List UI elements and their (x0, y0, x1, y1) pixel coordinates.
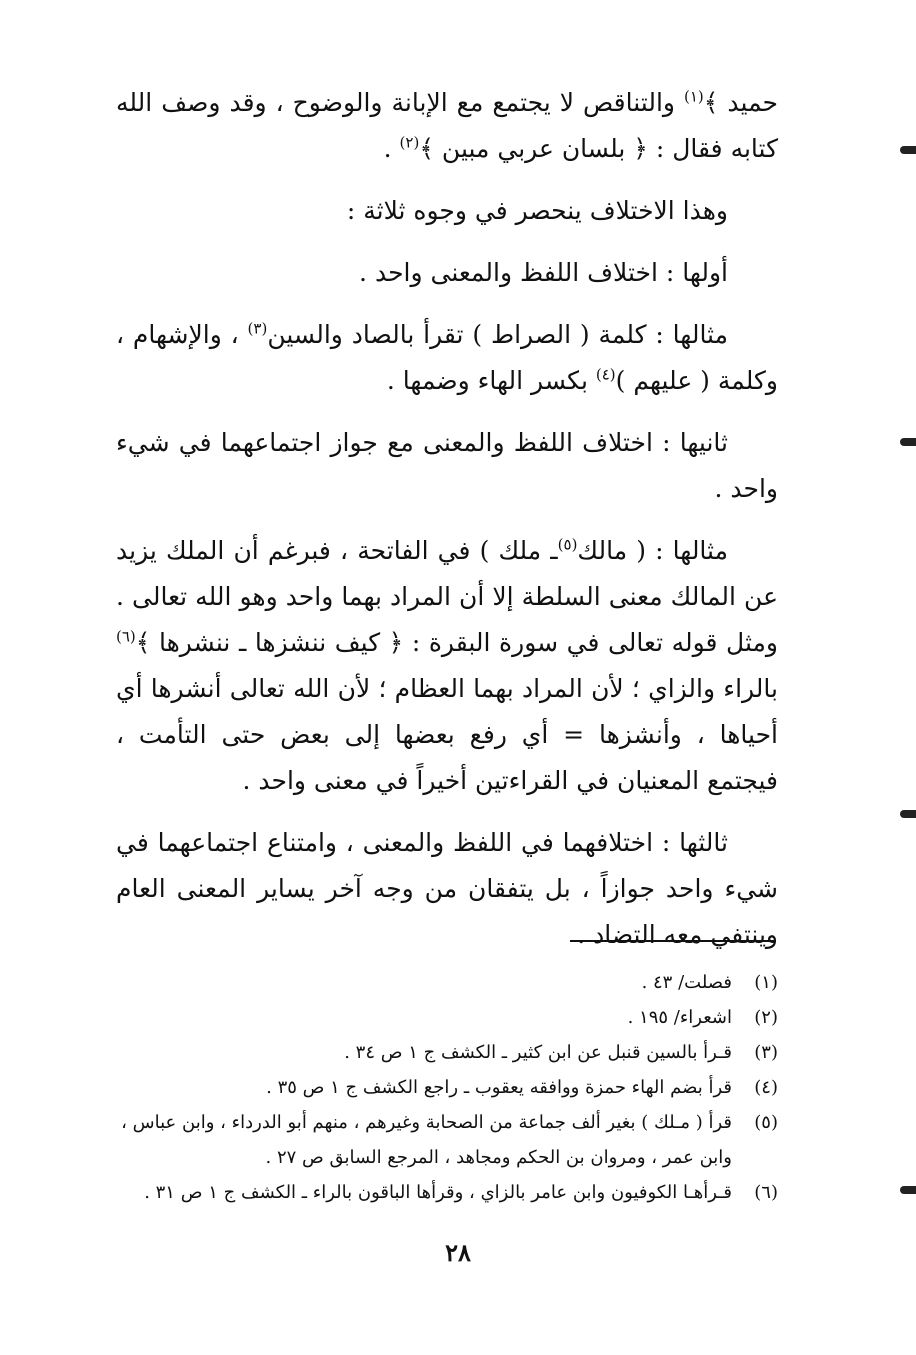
paragraph-text: أولها : اختلاف اللفظ والمعنى واحد . (359, 258, 728, 287)
footnote-item (116, 1175, 778, 1210)
paragraph-text: وهذا الاختلاف ينحصر في وجوه ثلاثة : (346, 196, 728, 225)
binding-mark (900, 810, 916, 818)
footnote-number: (١) (754, 972, 778, 993)
paragraph-text: والتناقص لا يجتمع مع الإبانة والوضوح ، وقد وصف الله كتابه فقال : ﴿ بلسان عربي مبين ﴾ (116, 88, 778, 163)
footnote-item (116, 1105, 778, 1175)
footnote-text: قـرأهـا الكوفيون وابن عامر بالزاي ، وقرأها الباقون بالراء ـ الكشف ج ١ ص ٣١ . (144, 1182, 732, 1203)
binding-mark (900, 146, 916, 154)
paragraph (116, 528, 778, 804)
footnote-item (116, 1000, 778, 1035)
footnote-text: قـرأ بالسين قنبل عن ابن كثير ـ الكشف ج ١ ص ٣٤ . (344, 1042, 732, 1063)
footnote-ref[interactable]: (٣) (247, 319, 268, 338)
footnote-ref[interactable]: (٥) (557, 535, 578, 554)
paragraph-text: حميد ﴾ (703, 88, 778, 117)
footnote-number: (٤) (754, 1077, 778, 1098)
binding-mark (900, 438, 916, 446)
paragraph-text: ، والإشهام ، وكلمة ( عليهم ) (116, 320, 778, 395)
paragraph-text: بكسر الهاء وضمها . (386, 366, 596, 395)
footnote-ref[interactable]: (٤) (595, 365, 616, 384)
footnote-number: (٢) (754, 1007, 778, 1028)
paragraph (116, 820, 778, 958)
footnote-number: (٣) (754, 1042, 778, 1063)
paragraph (116, 420, 778, 512)
footnote-divider (570, 940, 775, 942)
paragraph (116, 188, 778, 234)
footnote-text: قرأ ( مـلك ) بغير ألف جماعة من الصحابة وغيرهم ، منهم أبو الدرداء ، وابن عباس ، وابن عمر ، ومروان بن الحكم ومجاهد ، المرجع السابق ص ٢٧ . (121, 1112, 732, 1168)
footnote-ref[interactable]: (٦) (116, 627, 136, 646)
footnote-item (116, 965, 778, 1000)
footnote-item (116, 1070, 778, 1105)
footnote-text: قرأ بضم الهاء حمزة ووافقه يعقوب ـ راجع الكشف ج ١ ص ٣٥ . (266, 1077, 732, 1098)
main-text (116, 80, 778, 958)
paragraph (116, 312, 778, 404)
paragraph-text: ـ ملك ) في الفاتحة ، فبرغم أن الملك يزيد عن المالك معنى السلطة إلا أن المراد بهما واحد وهو الله تعالى . ومثل قوله تعالى في سورة البقرة : ﴿ كيف ننشزها ـ ننشرها ﴾ (116, 536, 778, 657)
binding-mark (900, 1186, 916, 1194)
paragraph-text: ثانيها : اختلاف اللفظ والمعنى مع جواز اجتماعهما في شيء واحد . (116, 428, 778, 503)
footnote-text: فصلت/ ٤٣ . (641, 972, 732, 993)
paragraph (116, 80, 778, 172)
paragraph-text: بالراء والزاي ؛ لأن المراد بهما العظام ؛ لأن الله تعالى أنشرها أي أحياها ، وأنشزها = أي رفع بعضها إلى بعض حتى التأمت ، فيجتمع المعنيان في القراءتين أخيراً في معنى واحد . (116, 674, 778, 795)
paragraph (116, 250, 778, 296)
footnote-ref[interactable]: (٢) (399, 133, 420, 152)
paragraph-text: . (383, 134, 400, 163)
footnote-item (116, 1035, 778, 1070)
footnotes (116, 965, 778, 1210)
page-number: ٢٨ (445, 1238, 471, 1267)
footnote-ref[interactable]: (١) (683, 87, 704, 106)
paragraph-text: ثالثها : اختلافهما في اللفظ والمعنى ، وامتناع اجتماعهما في شيء واحد جوازاً ، بل يتفقان من وجه آخر يساير المعنى العام وينتفي معه التضاد . (116, 828, 778, 949)
footnote-number: (٥) (754, 1112, 778, 1133)
footnote-number: (٦) (754, 1182, 778, 1203)
paragraph-text: مثالها : ( مالك (577, 536, 728, 565)
paragraph-text: مثالها : كلمة ( الصراط ) تقرأ بالصاد والسين (267, 320, 728, 349)
footnote-text: اشعراء/ ١٩٥ . (627, 1007, 732, 1028)
